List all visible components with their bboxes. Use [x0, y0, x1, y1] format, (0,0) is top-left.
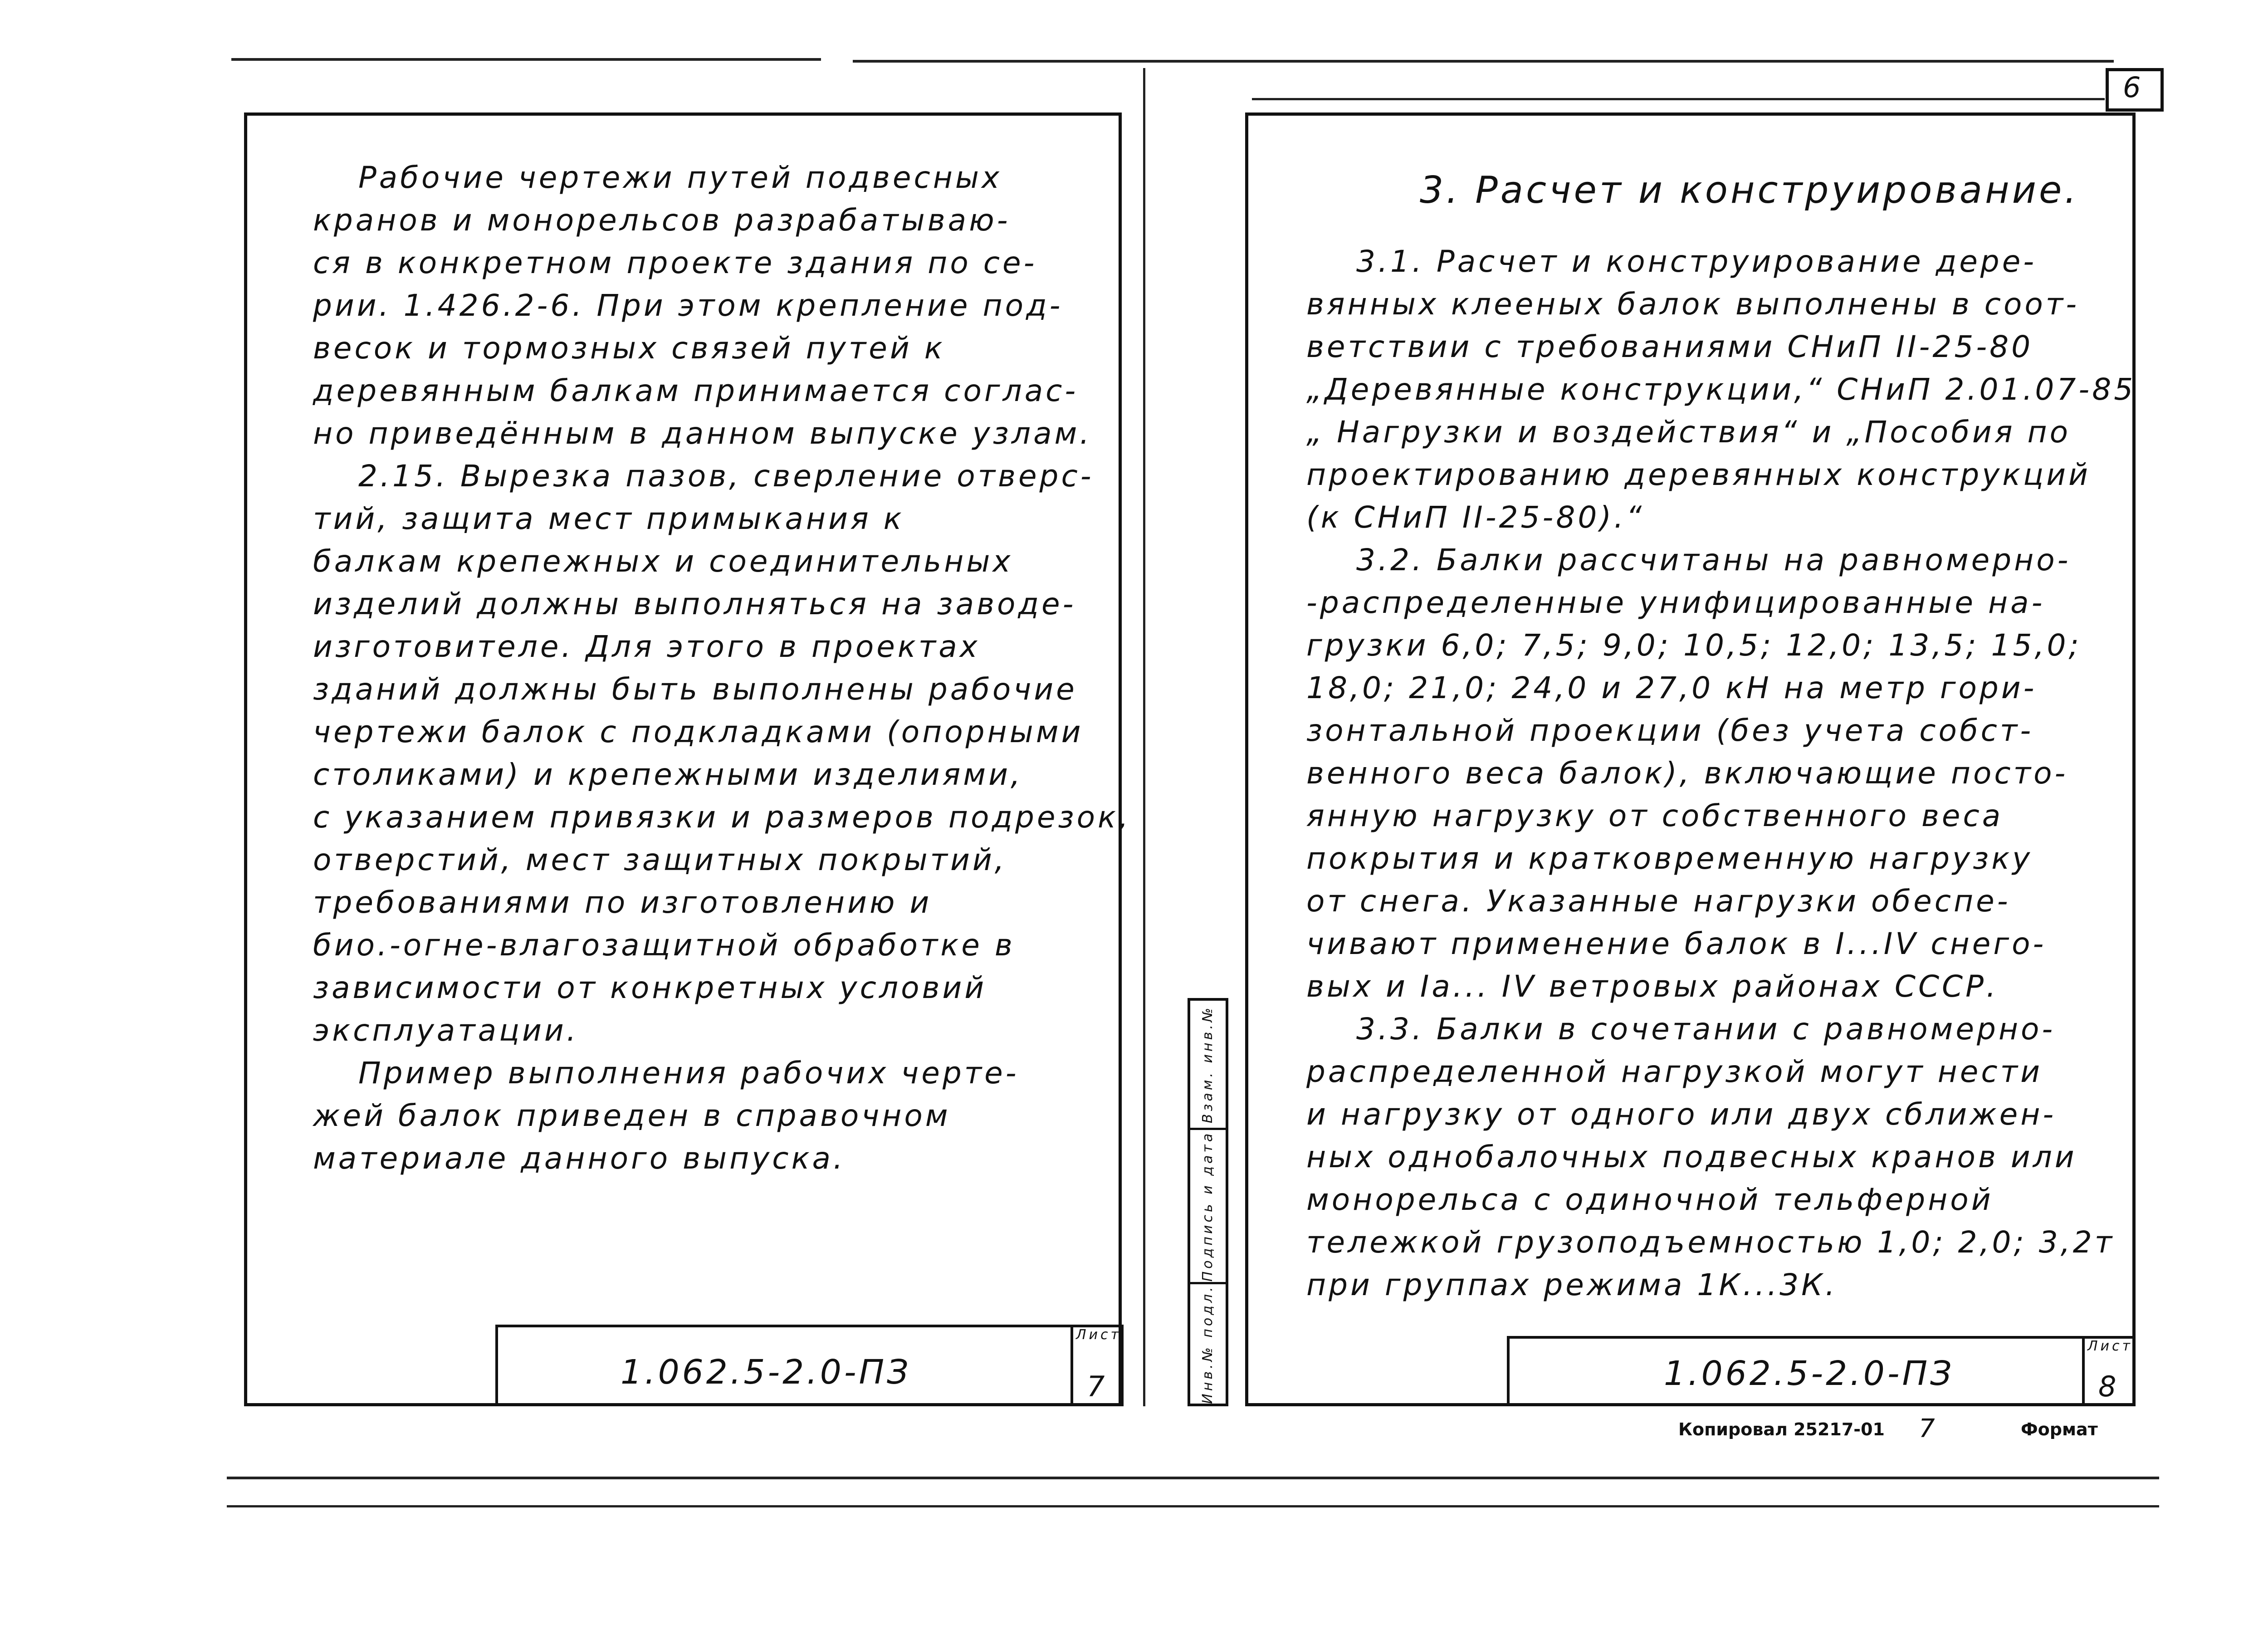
right-paragraph-1-cont — [1306, 283, 2136, 539]
text-line: био.-огне-влагозащитной обработке в — [313, 928, 1015, 963]
text-line: „ Нагрузки и воздействия“ и „Пособия по — [1306, 415, 2071, 450]
right-paragraph-3-cont — [1306, 1051, 2123, 1306]
stamp-sheet-label: Лист — [2087, 1338, 2133, 1354]
stamp-document-code: 1.062.5-2.0-ПЗ — [621, 1353, 911, 1392]
side-label-signature: Подпись и дата — [1200, 1130, 1216, 1282]
text-line: 18,0; 21,0; 24,0 и 27,0 кН на метр гори- — [1306, 670, 2037, 705]
text-line: покрытия и кратковременную нагрузку — [1306, 841, 2033, 876]
bottom-rule-1 — [227, 1477, 2159, 1479]
center-fold-line — [1143, 68, 1145, 1406]
right-paragraph-2-cont — [1306, 582, 2123, 1008]
text-line: 2.15. Вырезка пазов, сверление отверс- — [358, 459, 1094, 494]
stamp-document-code: 1.062.5-2.0-ПЗ — [1664, 1354, 1955, 1393]
text-line: Рабочие чертежи путей подвесных — [358, 160, 1002, 195]
text-line: 3.1. Расчет и конструирование дере- — [1356, 244, 2037, 279]
side-cell-signature — [1190, 1128, 1226, 1282]
left-paragraph-3-cont — [313, 1095, 1111, 1180]
text-line: кранов и монорельсов разрабатываю- — [313, 203, 1011, 238]
text-line: и нагрузку от одного или двух сближен- — [1306, 1097, 2057, 1132]
left-page-text — [313, 157, 1131, 1180]
text-line: грузки 6,0; 7,5; 9,0; 10,5; 12,0; 13,5; 15,0; — [1306, 628, 2082, 663]
stamp-sheet-number: 7 — [1087, 1370, 1108, 1403]
stamp-sheet-number: 8 — [2098, 1370, 2119, 1403]
text-line: венного веса балок), включающие посто- — [1306, 756, 2068, 791]
text-line: но приведённым в данном выпуске узлам. — [313, 416, 1092, 451]
stamp-sheet-label: Лист — [1076, 1327, 1122, 1343]
text-line: распределенной нагрузкой могут нести — [1306, 1054, 2043, 1089]
top-rule-right — [853, 60, 2114, 63]
text-line: вых и Iа... IV ветровых районах СССР. — [1306, 969, 1999, 1004]
text-line: жей балок приведен в справочном — [313, 1098, 951, 1133]
footer-page-number: 7 — [1919, 1414, 1938, 1443]
right-page-text — [1306, 240, 2136, 1306]
text-line: чертежи балок с подкладками (опорными — [313, 714, 1084, 749]
right-page-heading — [1420, 166, 2079, 215]
side-label-replacement: Взам. инв.№ — [1200, 1005, 1216, 1124]
text-line: весок и тормозных связей путей к — [313, 331, 945, 366]
stamp-sheet-cell — [1070, 1327, 1121, 1404]
side-label-inventory: Инв.№ подл. — [1200, 1284, 1216, 1404]
text-line: 3.3. Балки в сочетании с равномерно- — [1356, 1012, 2056, 1047]
text-line: деревянным балкам принимается соглас- — [313, 373, 1079, 408]
text-line: изделий должны выполняться на заводе- — [313, 587, 1076, 621]
text-line: Пример выполнения рабочих черте- — [358, 1056, 1019, 1091]
footer-copied: Копировал 25217-01 — [1678, 1419, 1885, 1439]
right-paragraph-3 — [1356, 1008, 2123, 1051]
top-rule-short — [1252, 98, 2105, 100]
text-line: янную нагрузку от собственного веса — [1306, 798, 2004, 833]
text-line: требованиями по изготовлению и — [313, 885, 932, 920]
left-paragraph-3 — [358, 1052, 1111, 1095]
text-line: балкам крепежных и соединительных — [313, 544, 1013, 579]
right-title-stamp — [1507, 1336, 2136, 1406]
side-cell-inventory — [1190, 1282, 1226, 1404]
text-line: столиками) и крепежными изделиями, — [313, 757, 1023, 792]
text-line: материале данного выпуска. — [313, 1141, 846, 1176]
text-line: с указанием привязки и размеров подрезок, — [313, 800, 1131, 835]
text-line: тий, защита мест примыкания к — [313, 501, 904, 536]
right-paragraph-2 — [1356, 539, 2123, 582]
text-line: (к СНиП II-25-80).“ — [1306, 500, 1645, 535]
text-line: чивают применение балок в I...IV снего- — [1306, 926, 2047, 961]
left-title-stamp — [495, 1325, 1124, 1406]
text-line: отверстий, мест защитных покрытий, — [313, 842, 1007, 877]
text-line: проектированию деревянных конструкций — [1306, 457, 2091, 492]
text-line: ся в конкретном проекте здания по се- — [313, 245, 1037, 280]
right-paragraph-1 — [1356, 240, 2123, 283]
top-rule-left — [231, 58, 821, 61]
text-line: тележкой грузоподъемностью 1,0; 2,0; 3,2т — [1306, 1225, 2115, 1260]
left-paragraph-1 — [358, 157, 1111, 199]
text-line: изготовителе. Для этого в проектах — [313, 629, 980, 664]
text-line: при группах режима 1К...3К. — [1306, 1267, 1838, 1302]
text-line: -распределенные унифицированные на- — [1306, 585, 2045, 620]
sheet-number-top: 6 — [2123, 71, 2144, 104]
left-paragraph-2-cont — [313, 498, 1131, 1052]
text-line: зонтальной проекции (без учета собст- — [1306, 713, 2034, 748]
left-paragraph-2 — [358, 455, 1111, 498]
text-line: ных однобалочных подвесных кранов или — [1306, 1140, 2077, 1174]
text-line: „Деревянные конструкции,“ СНиП 2.01.07-85 — [1306, 372, 2136, 407]
text-line: рии. 1.426.2-6. При этом крепление под- — [313, 288, 1063, 323]
left-paragraph-1-cont — [313, 199, 1111, 455]
text-line: эксплуатации. — [313, 1013, 579, 1048]
text-line: монорельса с одиночной тельферной — [1306, 1182, 1994, 1217]
bottom-rule-2 — [227, 1505, 2159, 1507]
side-signature-column — [1188, 998, 1228, 1406]
text-line: вянных клееных балок выполнены в соот- — [1306, 287, 2080, 322]
text-line: зданий должны быть выполнены рабочие — [313, 672, 1077, 707]
stamp-sheet-cell — [2082, 1339, 2133, 1404]
text-line: зависимости от конкретных условий — [313, 970, 987, 1005]
text-line: ветствии с требованиями СНиП II-25-80 — [1306, 329, 2033, 364]
text-line: от снега. Указанные нагрузки обеспе- — [1306, 884, 2011, 919]
side-cell-replacement — [1190, 1001, 1226, 1128]
text-line: 3.2. Балки рассчитаны на равномерно- — [1356, 543, 2071, 577]
footer-format: Формат — [2021, 1419, 2098, 1439]
section-heading: 3. Расчет и конструирование. — [1420, 169, 2079, 212]
